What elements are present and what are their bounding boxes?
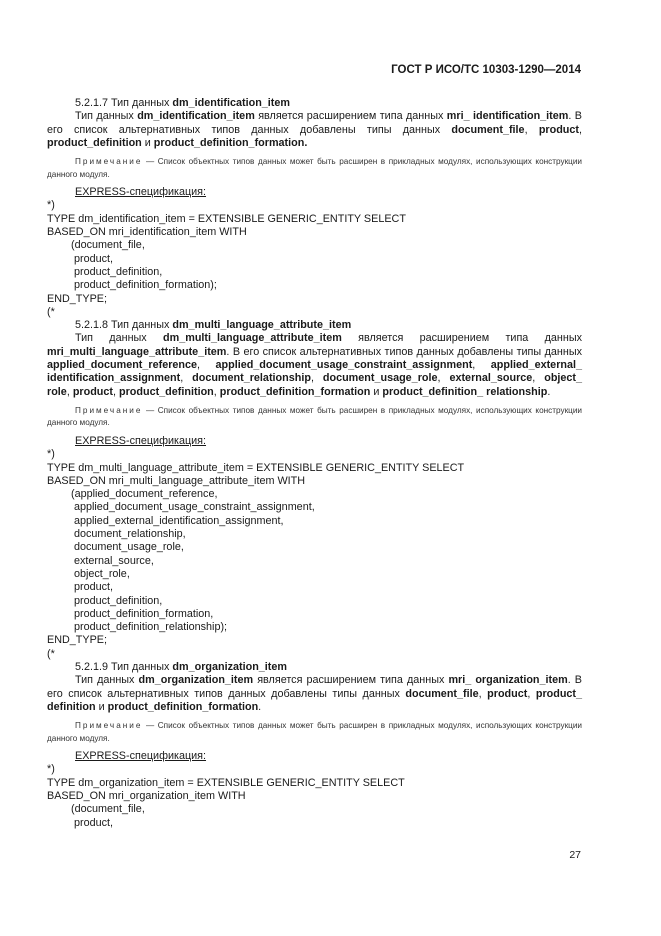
paragraph-text: , bbox=[310, 372, 323, 385]
type-name: document_file bbox=[451, 123, 525, 136]
paragraph-text: и bbox=[95, 700, 108, 713]
note bbox=[47, 405, 582, 430]
type-name: dm_organization_item bbox=[138, 674, 254, 687]
section-paragraph bbox=[47, 674, 582, 714]
paragraph-text: , bbox=[478, 687, 488, 700]
note-label: Примечание bbox=[75, 721, 143, 731]
code-line: object_role, bbox=[47, 567, 130, 580]
heading-number: 5.2.1.8 bbox=[75, 319, 109, 332]
paragraph-text: является расширением типа данных bbox=[253, 674, 449, 687]
express-code-block bbox=[47, 763, 582, 829]
express-spec-label bbox=[47, 435, 582, 448]
type-name: applied_external_ identification_assignment bbox=[47, 359, 582, 385]
paragraph-text: . В его список альтернативных типов данных добавлены типы данных bbox=[47, 110, 582, 136]
express-spec-text: EXPRESS-спецификация: bbox=[75, 434, 207, 447]
type-name: product_definition bbox=[47, 136, 142, 149]
paragraph-text: , bbox=[66, 385, 73, 398]
paragraph-text: , bbox=[113, 385, 119, 398]
paragraph-text: и bbox=[141, 136, 154, 149]
code-line: product_definition, bbox=[47, 265, 163, 278]
note-label: Примечание bbox=[75, 157, 143, 167]
type-name: document_file bbox=[405, 687, 479, 700]
express-code-block bbox=[47, 448, 582, 661]
heading-text: Тип данных bbox=[111, 660, 170, 673]
heading-type-name: dm_identification_item bbox=[172, 97, 291, 109]
code-line: (document_file, bbox=[47, 239, 145, 252]
type-name: product bbox=[487, 687, 528, 700]
section-5.2.1.7 bbox=[47, 97, 582, 319]
code-line: product_definition_formation); bbox=[47, 279, 217, 292]
section-heading bbox=[47, 661, 582, 674]
paragraph-text: и bbox=[370, 385, 383, 398]
code-line: (* bbox=[47, 305, 55, 318]
code-line: applied_external_identification_assignment, bbox=[47, 514, 284, 527]
code-line: document_usage_role, bbox=[47, 541, 184, 554]
type-name: product_definition_ relationship bbox=[382, 385, 548, 398]
page-number: 27 bbox=[569, 849, 581, 861]
type-name: product_definition_formation. bbox=[153, 136, 308, 149]
code-line: product, bbox=[47, 252, 114, 265]
heading-text: Тип данных bbox=[111, 97, 170, 109]
note bbox=[47, 156, 582, 181]
document-body bbox=[47, 97, 582, 830]
note bbox=[47, 720, 582, 745]
paragraph-text: . bbox=[258, 700, 262, 713]
type-name: product_ definition bbox=[47, 687, 583, 713]
express-spec-label bbox=[47, 186, 582, 199]
heading-type-name: dm_organization_item bbox=[172, 660, 288, 673]
heading-number: 5.2.1.9 bbox=[75, 660, 109, 673]
paragraph-text: , bbox=[197, 359, 216, 372]
express-spec-text: EXPRESS-спецификация: bbox=[75, 186, 207, 199]
code-line: external_source, bbox=[47, 554, 154, 567]
code-line: product, bbox=[47, 581, 114, 594]
code-line: (* bbox=[47, 647, 55, 660]
note-text: — Список объектных типов данных может быть расширен в прикладных модулях, использующих конструкции данного модуля. bbox=[47, 157, 582, 179]
code-line: product_definition, bbox=[47, 594, 163, 607]
type-name: dm_multi_language_attribute_item bbox=[163, 332, 342, 345]
type-name: applied_document_usage_constraint_assignment bbox=[215, 359, 473, 372]
type-name: mri_ organization_item bbox=[448, 674, 568, 687]
code-line: TYPE dm_organization_item = EXTENSIBLE GENERIC_ENTITY SELECT bbox=[47, 776, 405, 789]
note-label: Примечание bbox=[75, 405, 143, 415]
type-name: document_usage_role bbox=[322, 372, 438, 385]
type-name: mri_multi_language_attribute_item bbox=[47, 345, 227, 358]
paragraph-text: , bbox=[579, 123, 582, 136]
heading-number: 5.2.1.7 bbox=[75, 97, 109, 109]
type-name: object_ role bbox=[47, 372, 583, 398]
paragraph-text: Тип данных bbox=[75, 110, 138, 123]
code-line: *) bbox=[47, 199, 55, 212]
type-name: product bbox=[72, 385, 113, 398]
code-line: *) bbox=[47, 448, 55, 461]
code-line: product_definition_relationship); bbox=[47, 621, 228, 634]
document-header: ГОСТ Р ИСО/ТС 10303-1290—2014 bbox=[391, 64, 581, 76]
code-line: END_TYPE; bbox=[47, 634, 107, 647]
code-line: TYPE dm_multi_language_attribute_item = EXTENSIBLE GENERIC_ENTITY SELECT bbox=[47, 461, 465, 474]
express-spec-text: EXPRESS-спецификация: bbox=[75, 750, 207, 763]
code-line: TYPE dm_identification_item = EXTENSIBLE GENERIC_ENTITY SELECT bbox=[47, 212, 406, 225]
section-heading bbox=[47, 97, 582, 110]
type-name: product_definition bbox=[119, 385, 214, 398]
heading-type-name: dm_multi_language_attribute_item bbox=[172, 319, 352, 332]
paragraph-text: , bbox=[472, 359, 491, 372]
express-code-block bbox=[47, 199, 582, 319]
paragraph-text: . В его список альтернативных типов данных добавлены типы данных bbox=[47, 674, 582, 700]
code-line: BASED_ON mri_multi_language_attribute_item WITH bbox=[47, 474, 306, 487]
paragraph-text: является расширением типа данных bbox=[254, 110, 447, 123]
section-paragraph bbox=[47, 332, 582, 398]
paragraph-text: , bbox=[213, 385, 220, 398]
note-text: — Список объектных типов данных может быть расширен в прикладных модулях, использующих конструкции данного модуля. bbox=[47, 721, 582, 743]
type-name: dm_identification_item bbox=[137, 110, 255, 123]
paragraph-text: , bbox=[527, 687, 536, 700]
type-name: product bbox=[538, 123, 579, 136]
code-line: product, bbox=[47, 816, 114, 829]
type-name: product_definition_formation bbox=[219, 385, 371, 398]
code-line: BASED_ON mri_organization_item WITH bbox=[47, 790, 246, 803]
section-5.2.1.9 bbox=[47, 661, 582, 830]
paragraph-text: . bbox=[547, 385, 551, 398]
section-paragraph bbox=[47, 110, 582, 150]
type-name: document_relationship bbox=[192, 372, 311, 385]
code-line: applied_document_usage_constraint_assignment, bbox=[47, 501, 315, 514]
type-name: applied_document_reference bbox=[47, 359, 198, 372]
code-line: document_relationship, bbox=[47, 528, 186, 541]
type-name: product_definition_formation bbox=[107, 700, 259, 713]
code-line: END_TYPE; bbox=[47, 292, 107, 305]
paragraph-text: , bbox=[532, 372, 545, 385]
code-line: (applied_document_reference, bbox=[47, 488, 218, 501]
code-line: *) bbox=[47, 763, 55, 776]
express-spec-label bbox=[47, 750, 582, 763]
code-line: product_definition_formation, bbox=[47, 607, 214, 620]
paragraph-text: Тип данных bbox=[75, 332, 164, 345]
type-name: external_source bbox=[449, 372, 533, 385]
paragraph-text: Тип данных bbox=[75, 674, 139, 687]
paragraph-text: является расширением типа данных bbox=[341, 332, 582, 345]
paragraph-text: . В его список альтернативных типов данных добавлены типы данных bbox=[226, 345, 582, 358]
note-text: — Список объектных типов данных может быть расширен в прикладных модулях, использующих конструкции данного модуля. bbox=[47, 405, 582, 428]
heading-text: Тип данных bbox=[111, 319, 170, 332]
type-name: mri_ identification_item bbox=[446, 110, 569, 123]
section-5.2.1.8 bbox=[47, 319, 582, 661]
paragraph-text: , bbox=[437, 372, 450, 385]
section-heading bbox=[47, 319, 582, 332]
paragraph-text: , bbox=[180, 372, 193, 385]
code-line: (document_file, bbox=[47, 803, 145, 816]
code-line: BASED_ON mri_identification_item WITH bbox=[47, 226, 247, 239]
paragraph-text: , bbox=[524, 123, 539, 136]
